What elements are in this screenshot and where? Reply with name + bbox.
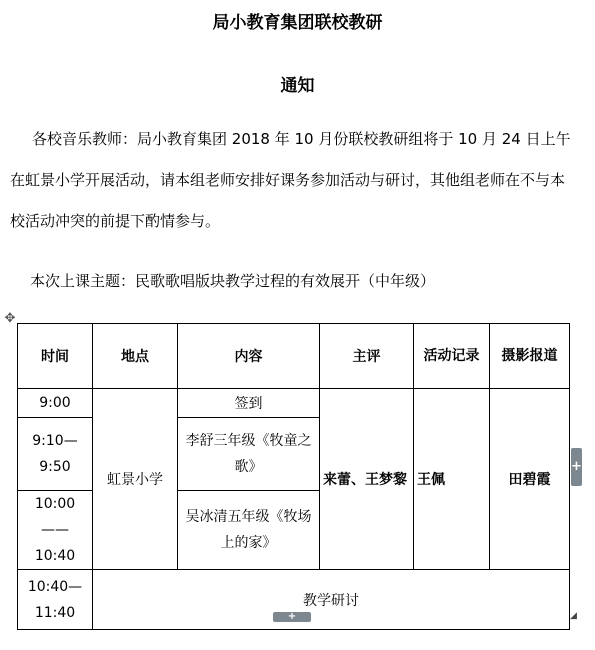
- table-move-handle-icon[interactable]: ✥: [4, 311, 16, 326]
- cell-photo: 田碧霞: [490, 389, 570, 570]
- cell-content: 签到: [178, 389, 320, 418]
- document-subtitle: 通知: [280, 76, 315, 96]
- header-content: 内容: [178, 324, 320, 389]
- cell-content: 吴冰清五年级《牧场上的家》: [178, 491, 320, 570]
- cell-content: 李舒三年级《牧童之歌》: [178, 418, 320, 491]
- cell-time: 9:00: [18, 389, 93, 418]
- header-location: 地点: [93, 324, 178, 389]
- cell-time: 9:10—9:50: [18, 418, 93, 491]
- add-column-plus-icon[interactable]: +: [571, 448, 582, 486]
- cell-content: 教学研讨: [93, 570, 570, 630]
- notice-paragraph: [10, 119, 578, 242]
- cell-record: 王佩: [414, 389, 490, 570]
- cell-reviewer: 来蕾、王梦黎: [320, 389, 414, 570]
- cell-time: 10:00——10:40: [18, 491, 93, 570]
- table-resize-icon[interactable]: ◢: [570, 611, 577, 621]
- table-row: [18, 389, 570, 418]
- add-row-plus-icon[interactable]: +: [273, 612, 311, 622]
- schedule-table: [17, 323, 570, 630]
- table-header-row: [18, 324, 570, 389]
- header-reviewer: 主评: [320, 324, 414, 389]
- cell-time: 10:40—11:40: [18, 570, 93, 630]
- topic-line: 本次上课主题：民歌歌唱版块教学过程的有效展开（中年级）: [30, 272, 436, 290]
- header-photo: 摄影报道: [490, 324, 570, 389]
- header-time: 时间: [18, 324, 93, 389]
- notice-paragraph-text: 各校音乐教师：局小教育集团 2018 年 10 月份联校教研组将于 10 月 24 日上午在虹景小学开展活动，请本组老师安排好课务参加活动与研讨，其他组老师在不与本校活动冲突的前提下酌情参与。: [10, 130, 571, 230]
- header-record: 活动记录: [414, 324, 490, 389]
- cell-location: 虹景小学: [93, 389, 178, 570]
- document-title: 局小教育集团联校教研: [212, 13, 383, 33]
